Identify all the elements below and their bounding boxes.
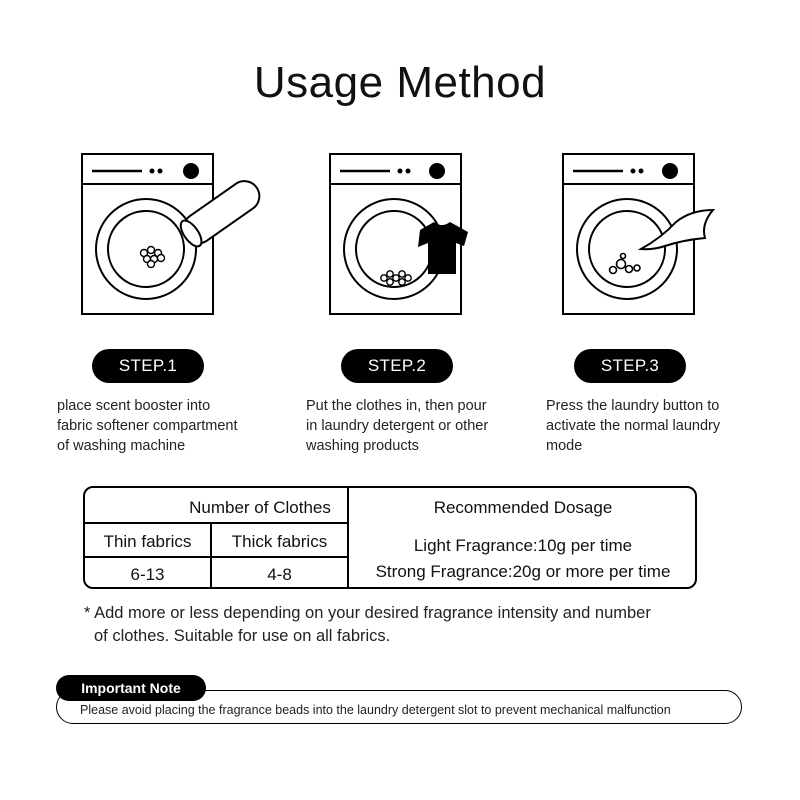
- step-3-badge: STEP.3: [574, 349, 686, 383]
- step-1-description: place scent booster into fabric softener compartment of washing machine: [57, 398, 238, 454]
- thin-fabrics-value: 6-13: [130, 565, 165, 584]
- dosage-table: [83, 486, 697, 589]
- step-2-badge: STEP.2: [341, 349, 453, 383]
- thick-fabrics-value: 4-8: [267, 565, 292, 584]
- important-note-text: Please avoid placing the fragrance beads into the laundry detergent slot to prevent mechanical malfunction: [80, 703, 671, 717]
- step-2-description: Put the clothes in, then pour in laundry detergent or other washing products: [306, 398, 489, 454]
- light-fragrance-dosage: Light Fragrance:10g per time: [413, 536, 633, 555]
- important-note-label: Important Note: [56, 675, 206, 701]
- footnote: * Add more or less depending on your desired fragrance intensity and number of clothes. Suitable for use on all fabrics.: [84, 604, 651, 645]
- clothes-header: Number of Clothes: [189, 498, 331, 517]
- thick-fabrics-label: Thick fabrics: [231, 532, 328, 551]
- dosage-header: Recommended Dosage: [433, 498, 613, 517]
- washing-machine-running-icon: [561, 152, 761, 318]
- page-title: Usage Method: [253, 58, 547, 107]
- step-3-description: Press the laundry button to activate the normal laundry mode: [546, 398, 721, 454]
- strong-fragrance-dosage: Strong Fragrance:20g or more per time: [375, 562, 671, 581]
- step-1-badge: STEP.1: [92, 349, 204, 383]
- washing-machine-scent-booster-icon: [80, 152, 280, 318]
- thin-fabrics-label: Thin fabrics: [103, 532, 192, 551]
- washing-machine-clothes-icon: [328, 152, 528, 318]
